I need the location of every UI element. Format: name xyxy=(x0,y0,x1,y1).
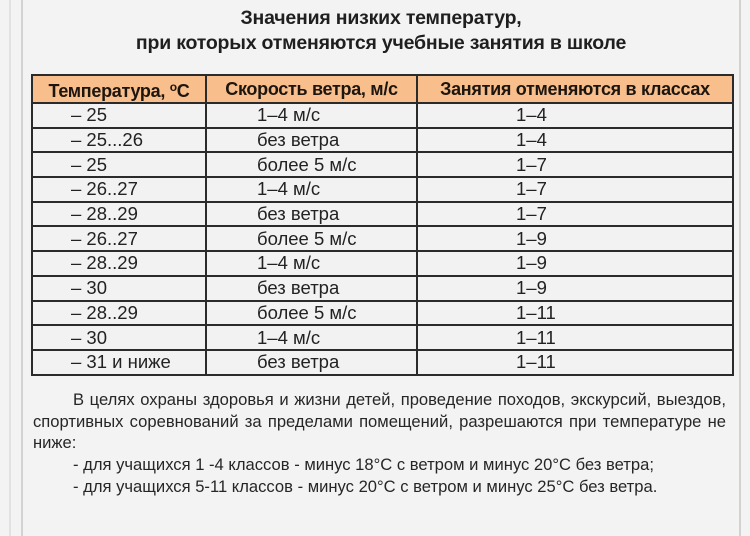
safety-note xyxy=(33,389,726,498)
cell-temperature: – 25 xyxy=(32,152,206,177)
table-row xyxy=(32,103,733,128)
table-row xyxy=(32,128,733,153)
frame-border-left-outer xyxy=(9,0,11,536)
table-row xyxy=(32,202,733,227)
table-row xyxy=(32,301,733,326)
cell-temperature: – 26..27 xyxy=(32,177,206,202)
header-wind-speed: Скорость ветра, м/с xyxy=(206,75,417,103)
header-temperature-label: Температура, xyxy=(48,81,170,101)
cell-grades: 1–4 xyxy=(417,128,733,153)
cell-grades: 1–7 xyxy=(417,152,733,177)
cell-temperature: – 28..29 xyxy=(32,202,206,227)
page-title xyxy=(23,6,739,56)
header-temperature-unit: С xyxy=(176,81,190,101)
cell-temperature: – 30 xyxy=(32,276,206,301)
note-item-grades-1-4: - для учащихся 1 -4 классов - минус 18°С с ветром и минус 20°С без ветра; xyxy=(73,455,654,475)
cell-temperature: – 25 xyxy=(32,103,206,128)
cell-temperature: – 28..29 xyxy=(32,251,206,276)
cell-wind: более 5 м/с xyxy=(206,226,417,251)
table-row xyxy=(32,177,733,202)
table-row xyxy=(32,276,733,301)
degree-sign: о xyxy=(169,80,177,94)
cell-wind: 1–4 м/с xyxy=(206,103,417,128)
cell-wind: 1–4 м/с xyxy=(206,177,417,202)
note-item-grades-5-11: - для учащихся 5-11 классов - минус 20°С с ветром и минус 25°С без ветра. xyxy=(73,476,658,496)
frame-border-left-inner xyxy=(21,0,23,536)
cell-grades: 1–9 xyxy=(417,251,733,276)
cell-wind: более 5 м/с xyxy=(206,301,417,326)
cell-wind: без ветра xyxy=(206,128,417,153)
cell-wind: более 5 м/с xyxy=(206,152,417,177)
cell-wind: без ветра xyxy=(206,202,417,227)
table-row xyxy=(32,152,733,177)
cell-grades: 1–11 xyxy=(417,301,733,326)
cell-temperature: – 25...26 xyxy=(32,128,206,153)
cell-grades: 1–11 xyxy=(417,350,733,375)
cell-grades: 1–7 xyxy=(417,202,733,227)
cell-wind: без ветра xyxy=(206,350,417,375)
table-row xyxy=(32,226,733,251)
header-temperature xyxy=(32,75,206,103)
cell-temperature: – 31 и ниже xyxy=(32,350,206,375)
temperature-table xyxy=(31,74,734,376)
cell-grades: 1–11 xyxy=(417,325,733,350)
table-row xyxy=(32,350,733,375)
table-row xyxy=(32,251,733,276)
cell-temperature: – 28..29 xyxy=(32,301,206,326)
header-cancelled-grades: Занятия отменяются в классах xyxy=(417,75,733,103)
cell-grades: 1–4 xyxy=(417,103,733,128)
title-line-1: Значения низких температур, xyxy=(240,7,522,29)
cell-temperature: – 26..27 xyxy=(32,226,206,251)
cell-grades: 1–7 xyxy=(417,177,733,202)
frame-border-right xyxy=(739,0,741,536)
cell-wind: 1–4 м/с xyxy=(206,251,417,276)
table-row xyxy=(32,325,733,350)
cell-wind: без ветра xyxy=(206,276,417,301)
title-line-2: при которых отменяются учебные занятия в школе xyxy=(135,32,627,54)
note-intro: В целях охраны здоровья и жизни детей, проведение походов, экскурсий, выездов, спортивных соревнований за пределами помещений, разрешаются при температуре не ниже: xyxy=(33,390,726,453)
table-header-row xyxy=(32,75,733,103)
cell-grades: 1–9 xyxy=(417,276,733,301)
cell-temperature: – 30 xyxy=(32,325,206,350)
cell-wind: 1–4 м/с xyxy=(206,325,417,350)
cell-grades: 1–9 xyxy=(417,226,733,251)
